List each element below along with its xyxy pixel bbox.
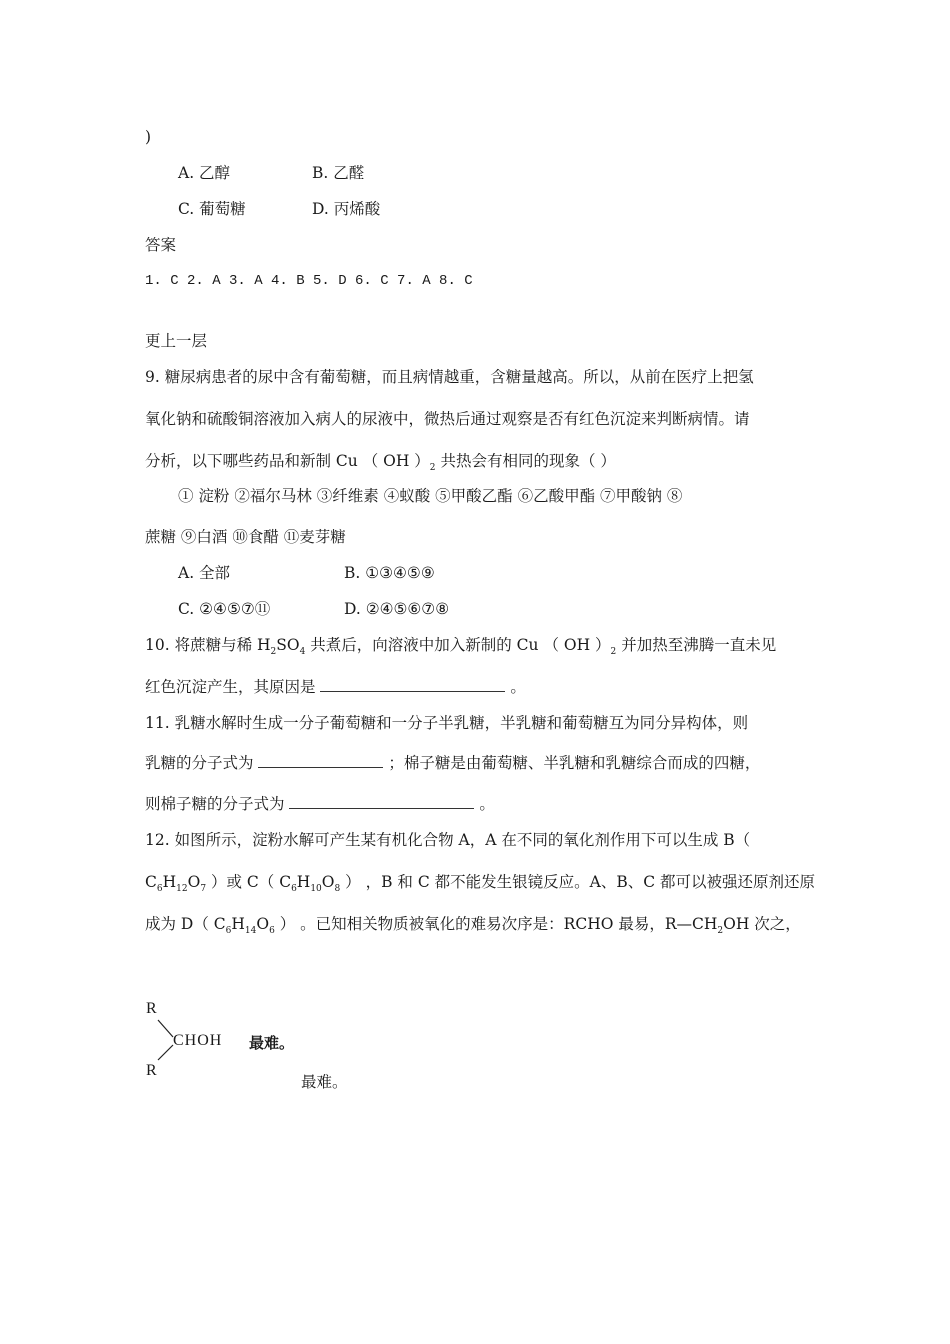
answer-list: 1. C 2. A 3. A 4. B 5. D 6. C 7. A 8. C bbox=[145, 273, 473, 289]
q12-l3d: ） 。已知相关物质被氧化的难易次序是：RCHO 最易，R—CH bbox=[274, 915, 718, 933]
q9-items1: ① 淀粉 ②福尔马林 ③纤维素 ④蚁酸 ⑤甲酸乙酯 ⑥乙酸甲酯 ⑦甲酸钠 ⑧ bbox=[178, 487, 683, 505]
choh-group: CHOH bbox=[173, 1032, 223, 1049]
q8-options-row1 bbox=[178, 163, 365, 183]
answer-blank[interactable] bbox=[258, 753, 383, 768]
q8-option-d: D. 丙烯酸 bbox=[312, 200, 381, 218]
q12-l2s6: 8 bbox=[334, 884, 341, 895]
q11-line2 bbox=[145, 753, 760, 773]
q8-paren: ) bbox=[145, 128, 152, 146]
q10-line2-a: 红色沉淀产生，其原因是 bbox=[145, 678, 321, 696]
q8-option-c: C. 葡萄糖 bbox=[178, 200, 246, 218]
q9-option-b: B. ①③④⑤⑨ bbox=[344, 564, 435, 582]
q10-line1-c: 共煮后，向溶液中加入新制的 Cu （ OH ） bbox=[305, 636, 611, 654]
section-title: 更上一层 bbox=[145, 332, 208, 350]
q11-line2-b: ；棉子糖是由葡萄糖、半乳糖和乳糖综合而成的四糖， bbox=[383, 754, 761, 772]
r-group-bottom: R bbox=[146, 1062, 157, 1079]
q12-l3e: OH 次之， bbox=[723, 915, 801, 933]
q9-option-d: D. ②④⑤⑥⑦⑧ bbox=[344, 600, 450, 618]
q9-line1: 9. 糖尿病患者的尿中含有葡萄糖，而且病情越重，含糖量越高。所以，从前在医疗上把氢 bbox=[145, 368, 754, 386]
q12-l3s3: 6 bbox=[269, 926, 275, 937]
q9-items2: 蔗糖 ⑨白酒 ⑩食醋 ⑪麦芽糖 bbox=[145, 528, 346, 546]
q12-line2 bbox=[145, 872, 815, 899]
q10-line1-b: SO bbox=[276, 636, 300, 654]
q11-line3-a: 则棉子糖的分子式为 bbox=[145, 795, 290, 813]
q9-line3 bbox=[145, 451, 616, 478]
q10-line2 bbox=[145, 677, 526, 697]
q8-options-row2 bbox=[178, 199, 381, 219]
q9-option-c: C. ②④⑤⑦⑪ bbox=[178, 600, 271, 618]
r-group-top: R bbox=[146, 1000, 157, 1017]
q9-line3-a: 分析，以下哪些药品和新制 Cu （ OH ） bbox=[145, 452, 430, 470]
q10-sub1: 2 bbox=[270, 647, 277, 658]
q12-l2d: ）或 C（ C bbox=[206, 873, 292, 891]
q12-l2e: H bbox=[296, 873, 311, 891]
q12-l3a: 成为 D（ C bbox=[145, 915, 226, 933]
q10-line2-b: 。 bbox=[505, 678, 526, 696]
q12-l3s4: 2 bbox=[717, 926, 724, 937]
q11-line3 bbox=[145, 794, 495, 814]
q12-l2b: H bbox=[162, 873, 177, 891]
q12-line3 bbox=[145, 914, 801, 941]
structure-label: 最难。 bbox=[249, 1034, 295, 1052]
footnote-hardest: 最难。 bbox=[301, 1073, 348, 1091]
secondary-alcohol-structure bbox=[146, 1000, 346, 1080]
q12-l3c: O bbox=[256, 915, 270, 933]
q12-line1: 12. 如图所示，淀粉水解可产生某有机化合物 A，A 在不同的氧化剂作用下可以生成 B（ bbox=[145, 831, 751, 849]
q9-options-row1 bbox=[178, 563, 435, 583]
answer-blank[interactable] bbox=[289, 794, 474, 809]
q12-l2s4: 6 bbox=[291, 884, 297, 895]
q11-line3-b: 。 bbox=[474, 795, 495, 813]
q11-line1: 11. 乳糖水解时生成一分子葡萄糖和一分子半乳糖，半乳糖和葡萄糖互为同分异构体，则 bbox=[145, 714, 749, 732]
answer-header: 答案 bbox=[145, 236, 177, 254]
q9-line2: 氧化钠和硫酸铜溶液加入病人的尿液中，微热后通过观察是否有红色沉淀来判断病情。请 bbox=[145, 410, 750, 428]
q9-option-a: A. 全部 bbox=[178, 564, 231, 582]
answer-blank[interactable] bbox=[320, 677, 505, 692]
q12-l2a: C bbox=[145, 873, 157, 891]
q12-l2s5: 10 bbox=[310, 884, 322, 895]
q10-line1-d: 并加热至沸腾一直未见 bbox=[616, 636, 777, 654]
q10-sub2: 4 bbox=[299, 647, 306, 658]
q12-l2s3: 7 bbox=[200, 884, 207, 895]
q12-l2s2: 12 bbox=[176, 884, 188, 895]
q9-line3-sub: 2 bbox=[429, 463, 436, 474]
q8-option-a: A. 乙醇 bbox=[178, 164, 231, 182]
q10-sub3: 2 bbox=[610, 647, 617, 658]
q12-l2c: O bbox=[187, 873, 201, 891]
q9-line3-b: 共热会有相同的现象（ ） bbox=[435, 452, 616, 470]
q12-l2s1: 6 bbox=[156, 884, 163, 895]
q10-line1 bbox=[145, 635, 776, 662]
q11-line2-a: 乳糖的分子式为 bbox=[145, 754, 259, 772]
q12-l3s2: 14 bbox=[244, 926, 257, 937]
q8-option-b: B. 乙醛 bbox=[312, 164, 365, 182]
q9-options-row2 bbox=[178, 599, 450, 619]
q12-l2f: O bbox=[321, 873, 335, 891]
q10-line1-a: 10. 将蔗糖与稀 H bbox=[145, 636, 271, 654]
q12-l3s1: 6 bbox=[225, 926, 232, 937]
q12-l2g: ） ，B 和 C 都不能发生银镜反应。A、B、C 都可以被强还原剂还原 bbox=[340, 873, 815, 891]
q12-l3b: H bbox=[231, 915, 245, 933]
